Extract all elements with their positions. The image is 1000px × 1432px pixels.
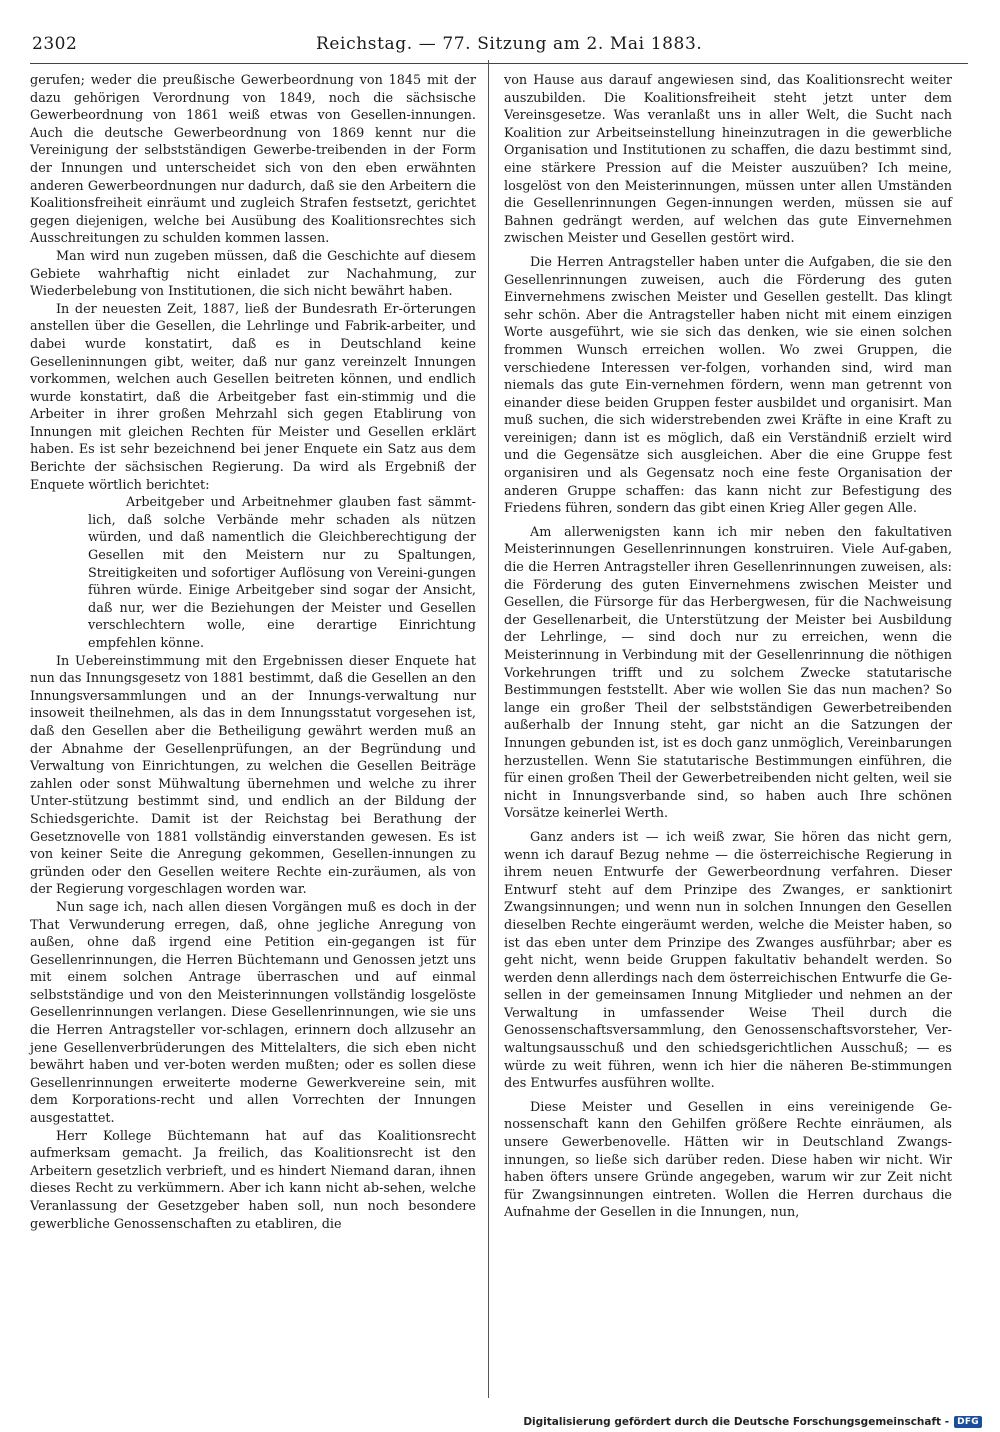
paragraph: Diese Meister und Gesellen in eins vereinigende Ge-nossenschaft kann den Gehilfen größere Rechte einräumen, als unsere Gewerbenovelle. Hätten wir in Deutschland Zwangs-innungen, so ließe sich darüber reden. Diese haben wir nicht. Wir haben öfters unsere Gründe angegeben, warum wir zur Zeit nicht für Zwangsinnungen eintreten. Wollen die Herren durchaus die Aufnahme der Gesellen in die Innungen, nun, [504, 1099, 952, 1221]
running-title: Reichstag. — 77. Sitzung am 2. Mai 1883. [316, 34, 703, 54]
footer-text: Digitalisierung gefördert durch die Deutsche Forschungsgemeinschaft - [523, 1416, 950, 1428]
page-number: 2302 [32, 34, 78, 54]
paragraph: Herr Kollege Büchtemann hat auf das Koalitionsrecht aufmerksam gemacht. Ja freilich, das Koalitionsrecht ist den Arbeitern gesetzlich verbrieft, und es hindert Niemand daran, ihnen dieses Recht zu verkümmern. Aber ich kann nicht ab-sehen, welche Veranlassung der Gesetzgeber haben soll, nun noch besondere gewerbliche Genossenschaften zu etabliren, die [30, 1128, 476, 1232]
column-divider [488, 60, 489, 1398]
digitization-footer [523, 1416, 982, 1428]
paragraph: von Hause aus darauf angewiesen sind, das Koalitionsrecht weiter auszubilden. Die Koalitionsfreiheit steht jetzt unter dem Vereinsgesetze. Was veranlaßt uns in aller Welt, die Sucht nach Koalition zur Arbeitseinstellung hineinzutragen in die gewerbliche Organisation und Institutionen zu schaffen, die dazu bestimmt sind, eine stärkere Pression auf die Meister auszuüben? Ich meine, losgelöst von den Meisterinnungen, müssen unter allen Umständen die Gesellenrinnungen Gegen-innungen werden, müssen sie auf Bahnen gedrängt werden, auf welchen das gute Einvernehmen zwischen Meister und Gesellen gestört wird. [504, 73, 952, 247]
right-column [504, 72, 952, 1222]
paragraph: Die Herren Antragsteller haben unter die Aufgaben, die sie den Gesellenrinnungen zuweisen, auch die Förderung des guten Einvernehmens zwischen Meister und Gesellen gestellt. Das klingt sehr schön. Aber die Antragsteller haben nicht mit einem einzigen Worte ausgeführt, wie sie sich das denken, wie sie einen solchen frommen Wunsch erreichen wollen. Wo zwei Gruppen, die verschiedene Interessen ver-folgen, vorhanden sind, wird man niemals das gute Ein-vernehmen fördern, wenn man getrennt von einander diese beiden Gruppen fester ausbildet und organisirt. Man muß suchen, die sich widerstrebenden zwei Kräfte in eine Kraft zu vereinigen; dann ist es möglich, daß ein Verständniß erzielt wird und die Gegensätze sich ausgleichen. Aber die eine Gruppe fest organisiren und als Gegensatz noch eine feste Organisation der anderen Gruppe schaffen: das kann nicht zur Befestigung des Friedens führen, sondern das gibt einen Krieg Aller gegen Alle. [504, 254, 952, 517]
quoted-paragraph: Arbeitgeber und Arbeitnehmer glauben fast sämmt-lich, daß solche Verbände mehr schaden als nützen würden, und daß namentlich die Gleichberechtigung der Gesellen mit den Meistern nur zu Spaltungen, Streitigkeiten und sofortiger Auflösung von Vereini-gungen führen würde. Einige Arbeitgeber sind sogar der Ansicht, daß nur, wer die Beziehungen der Meister und Gesellen verschlechtern wolle, eine derartige Einrichtung empfehlen könne. [88, 495, 476, 651]
paragraph: Ganz anders ist — ich weiß zwar, Sie hören das nicht gern, wenn ich darauf Bezug nehme — die österreichische Regierung in ihrem neuen Entwurfe der Gewerbeordnung verfahren. Dieser Entwurf steht auf dem Prinzipe des Zwanges, er sanktionirt Zwangsinnungen; und wenn nun in solchen Innungen den Gesellen dieselben Rechte eingeräumt werden, welche die Meister haben, so ist das eben unter dem Prinzipe des Zwanges ausführbar; aber es geht nicht, wenn beide Gruppen fakultativ behandelt werden. So werden denn allerdings nach dem österreichischen Entwurfe die Ge-sellen in der gemeinsamen Innung Mitglieder und nehmen an der Verwaltung in umfassender Weise Theil durch die Genossenschaftsversammlung, den Genossenschaftsvorsteher, Ver-waltungsausschuß und den schiedsgerichtlichen Ausschuß; — es würde zu weit führen, wenn ich hier die näheren Be-stimmungen des Entwurfes ausführen wollte. [504, 829, 952, 1092]
paragraph: gerufen; weder die preußische Gewerbeordnung von 1845 mit der dazu gehörigen Verordnung von 1849, noch die sächsische Gewerbeordnung von 1861 weiß etwas von Gesellen-innungen. Auch die deutsche Gewerbeordnung von 1869 kennt nur die Vereinigung der selbstständigen Gewerbe-treibenden in der Form der Innungen und unterscheidet sich von den eben erwähnten anderen Gewerbeordnungen nur dadurch, daß sie den Arbeitern die Koalitionsfreiheit einräumt und zugleich Strafen festsetzt, gerichtet gegen diejenigen, welche bei Ausübung des Koalitionsrechtes sich Ausschreitungen zu schulden kommen lassen. [30, 73, 476, 247]
paragraph: In Uebereinstimmung mit den Ergebnissen dieser Enquete hat nun das Innungsgesetz von 1881 bestimmt, daß die Gesellen an den Innungsversammlungen und an der Innungs-verwaltung nur insoweit theilnehmen, als das in dem Innungsstatut vorgesehen ist, daß den Gesellen aber die Betheiligung gewährt werden muß an der Abnahme der Gesellenprüfungen, an der Begründung und Verwaltung von Einrichtungen, zu welchen die Gesellen Beiträge zahlen oder sonst Mühwaltung übernehmen und welche zu ihrer Unter-stützung bestimmt sind, und endlich an der Bildung der Schiedsgerichte. Damit ist der Reichstag bei Berathung der Gesetznovelle von 1881 vollständig einverstanden gewesen. Es ist von keiner Seite die Anregung gekommen, Gesellen-innungen zu gründen oder den Gesellen weitere Rechte ein-zuräumen, als von der Regierung vorgeschlagen worden war. [30, 653, 476, 898]
paragraph: Man wird nun zugeben müssen, daß die Geschichte auf diesem Gebiete wahrhaftig nicht einladet zur Nachahmung, zur Wiederbelebung von Institutionen, die sich nicht bewährt haben. [30, 248, 476, 300]
page-header [32, 34, 972, 58]
paragraph: Am allerwenigsten kann ich mir neben den fakultativen Meisterinnungen Gesellenrinnungen konstruiren. Viele Auf-gaben, die die Herren Antragsteller ihren Gesellenrinnungen zuweisen, als: die Förderung des guten Einvernehmens zwischen Meister und Gesellen, die Fürsorge für das Herbergwesen, für die Nachweisung der Gesellenarbeit, die Unterstützung der Meister bei Ausbildung der Lehrlinge, — sind doch nur zu erreichen, wenn die Meisterinnung in Verbindung mit der Gesellenrinnung die nöthigen Vorkehrungen trifft und zu solchem Zwecke statutarische Bestimmungen feststellt. Aber wie wollen Sie das nun machen? So lange ein großer Theil der selbstständigen Gewerbetreibenden außerhalb der Innung steht, gar nicht an die Satzungen der Innungen gebunden ist, ist es doch ganz unmöglich, Vereinbarungen herzustellen. Wenn Sie statutarische Bestimmungen einführen, die für einen großen Theil der Gewerbetreibenden nicht gelten, weil sie nicht in Innungsverbande sind, so haben auch Ihre schönen Vorsätze keinerlei Werth. [504, 524, 952, 822]
left-column [30, 72, 476, 1233]
header-rule [30, 63, 968, 64]
paragraph: Nun sage ich, nach allen diesen Vorgängen muß es doch in der That Verwunderung erregen, daß, ohne jegliche Anregung von außen, ohne daß irgend eine Petition ein-gegangen ist für Gesellenrinnungen, die Herren Büchtemann und Genossen jetzt uns mit einem solchen Antrage überraschen und auf einmal selbstständige und von den Meisterinnungen vollständig losgelöste Gesellenrinnungen verlangen. Diese Gesellenrinnungen, wie sie uns die Herren Antragsteller vor-schlagen, erinnern doch allzusehr an jene Gesellenverbrüderungen des Mittelalters, die sich eben nicht bewährt haben und ver-boten werden mußten; oder es sollen diese Gesellenrinnungen erweiterte moderne Gewerkvereine sein, mit dem Korporations-recht und allen Vorrechten der Innungen ausgestattet. [30, 899, 476, 1127]
paragraph: In der neuesten Zeit, 1887, ließ der Bundesrath Er-örterungen anstellen über die Gesellen, die Lehrlinge und Fabrik-arbeiter, und dabei wurde konstatirt, daß es in Deutschland keine Geselleninnungen gibt, weiter, daß nur ganz vereinzelt Innungen vorkommen, welchen auch Gesellen beitreten können, und endlich wurde konstatirt, daß die Arbeitgeber fast ein-stimmig und die Arbeiter in ihrer großen Mehrzahl sich gegen Etablirung von Innungen mit gleichen Rechten für Meister und Gesellen erklärt haben. Es ist sehr bezeichnend bei jener Enquete ein Satz aus dem Berichte der sächsischen Regierung. Da wird als Ergebniß der Enquete wörtlich berichtet: [30, 301, 476, 493]
dfg-logo: DFG [954, 1416, 982, 1428]
quotation-block [88, 494, 476, 652]
